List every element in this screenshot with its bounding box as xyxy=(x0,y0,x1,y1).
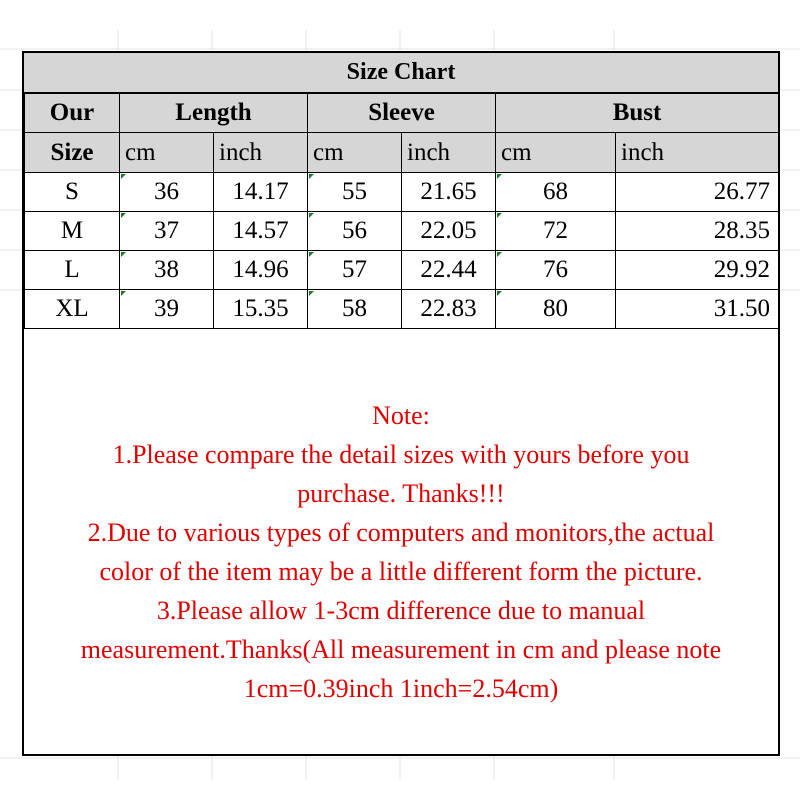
length-cm-cell: 36 xyxy=(120,173,214,212)
table-row xyxy=(25,173,779,212)
sleeve-cm-cell: 57 xyxy=(308,251,402,290)
sleeve-cm-cell: 55 xyxy=(308,173,402,212)
bust-cm-cell: 76 xyxy=(496,251,616,290)
header-sleeve-inch: inch xyxy=(402,133,496,173)
bust-cm-cell: 80 xyxy=(496,290,616,329)
sleeve-inch-cell: 22.83 xyxy=(402,290,496,329)
length-inch-cell: 14.57 xyxy=(214,212,308,251)
size-label: M xyxy=(25,212,120,251)
bust-inch-cell: 26.77 xyxy=(616,173,779,212)
note-line: 1cm=0.39inch 1inch=2.54cm) xyxy=(243,674,559,703)
bust-cm-cell: 68 xyxy=(496,173,616,212)
note-line: measurement.Thanks(All measurement in cm and please note xyxy=(80,635,722,664)
header-bust: Bust xyxy=(496,94,779,133)
header-bust-cm: cm xyxy=(496,133,616,173)
note-line: 2.Due to various types of computers and monitors,the actual xyxy=(87,518,715,547)
length-inch-cell: 14.17 xyxy=(214,173,308,212)
header-length: Length xyxy=(120,94,308,133)
size-label: S xyxy=(25,173,120,212)
size-label: L xyxy=(25,251,120,290)
sleeve-cm-cell: 56 xyxy=(308,212,402,251)
header-sleeve: Sleeve xyxy=(308,94,496,133)
note-heading: Note: xyxy=(372,401,430,430)
header-length-inch: inch xyxy=(214,133,308,173)
length-inch-cell: 14.96 xyxy=(214,251,308,290)
size-chart-sheet xyxy=(22,51,780,756)
table-row xyxy=(25,290,779,329)
bust-cm-cell: 72 xyxy=(496,212,616,251)
header-size: Size xyxy=(25,133,120,173)
header-our: Our xyxy=(25,94,120,133)
note-line: color of the item may be a little different form the picture. xyxy=(99,557,703,586)
bust-inch-cell: 31.50 xyxy=(616,290,779,329)
length-cm-cell: 39 xyxy=(120,290,214,329)
header-length-cm: cm xyxy=(120,133,214,173)
header-row-units xyxy=(25,133,779,173)
sleeve-inch-cell: 22.05 xyxy=(402,212,496,251)
header-bust-inch: inch xyxy=(616,133,779,173)
size-chart-title: Size Chart xyxy=(24,53,778,93)
length-cm-cell: 38 xyxy=(120,251,214,290)
header-sleeve-cm: cm xyxy=(308,133,402,173)
bust-inch-cell: 28.35 xyxy=(616,212,779,251)
sleeve-inch-cell: 21.65 xyxy=(402,173,496,212)
size-table xyxy=(24,93,779,329)
sleeve-cm-cell: 58 xyxy=(308,290,402,329)
note-line: purchase. Thanks!!! xyxy=(297,479,505,508)
length-inch-cell: 15.35 xyxy=(214,290,308,329)
table-row xyxy=(25,251,779,290)
bust-inch-cell: 29.92 xyxy=(616,251,779,290)
header-row-groups xyxy=(25,94,779,133)
note-block xyxy=(24,396,778,708)
sleeve-inch-cell: 22.44 xyxy=(402,251,496,290)
table-row xyxy=(25,212,779,251)
note-line: 1.Please compare the detail sizes with yours before you xyxy=(112,440,690,469)
length-cm-cell: 37 xyxy=(120,212,214,251)
note-line: 3.Please allow 1-3cm difference due to manual xyxy=(156,596,646,625)
size-label: XL xyxy=(25,290,120,329)
